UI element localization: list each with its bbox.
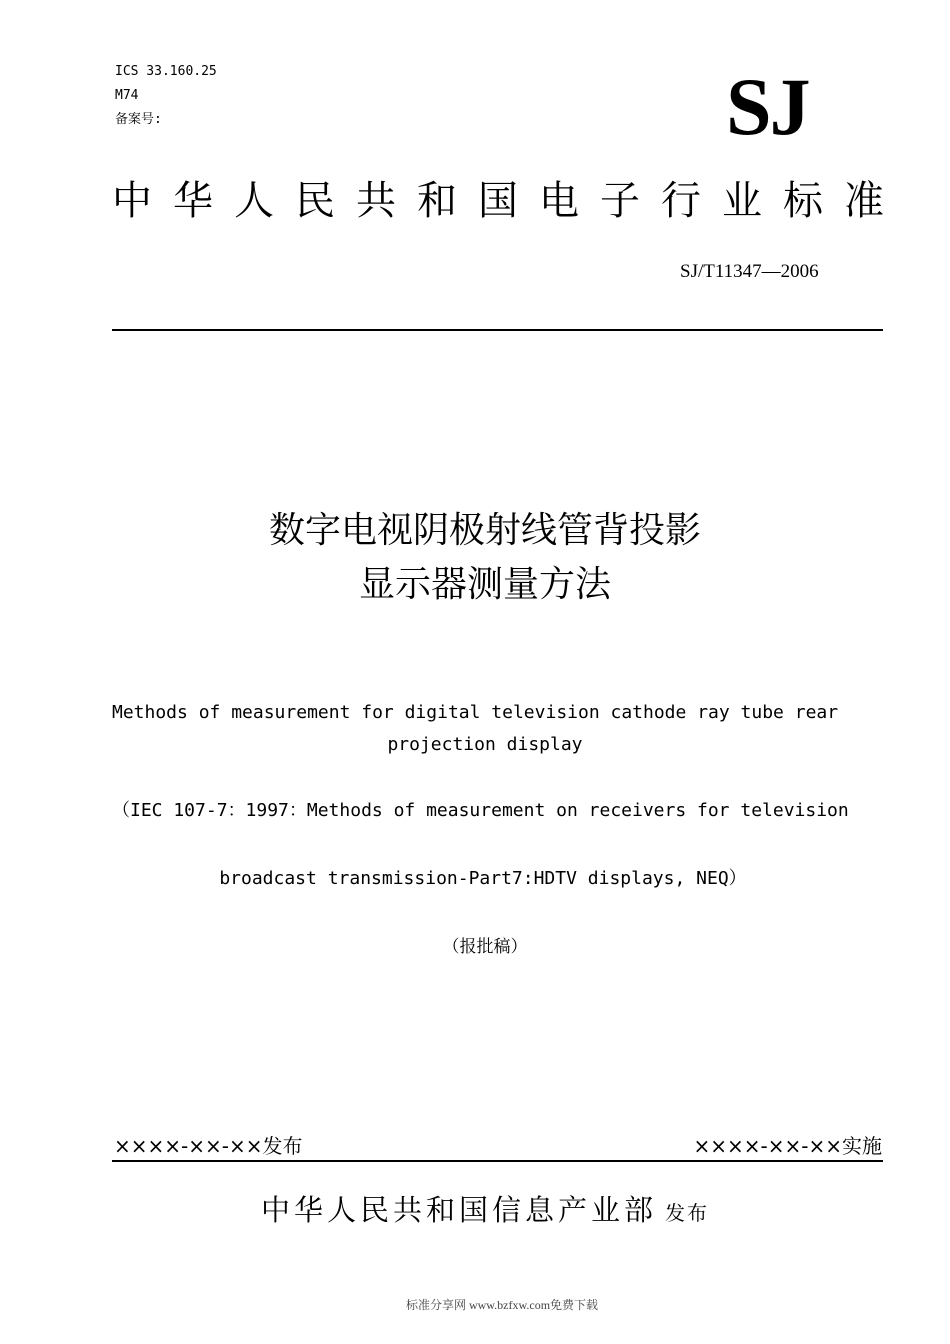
standard-title-char: 电 <box>539 178 579 224</box>
publisher-suffix: 发布 <box>665 1201 709 1225</box>
adoption-note-line1: （IEC 107-7：1997：Methods of measurement on receivers for television <box>112 800 849 821</box>
standard-title-char: 人 <box>234 178 274 224</box>
record-number-label: 备案号: <box>115 112 162 127</box>
standard-title-char: 中 <box>112 178 152 224</box>
standard-title-char: 子 <box>600 178 640 224</box>
publisher <box>0 1190 950 1230</box>
standard-title-char: 行 <box>661 178 701 224</box>
standard-title-char: 标 <box>783 178 823 224</box>
implementation-date: ××××-××-××实施 <box>693 1134 882 1158</box>
standard-title-char: 和 <box>417 178 457 224</box>
header-divider <box>112 329 883 331</box>
footer-divider <box>112 1160 883 1162</box>
standard-title-char: 准 <box>844 178 884 224</box>
document-title-en-line2: projection display <box>387 734 583 755</box>
standard-title-char: 华 <box>173 178 213 224</box>
standard-title-char: 民 <box>295 178 335 224</box>
standard-code: SJ/T11347—2006 <box>680 261 819 282</box>
standard-title-char: 国 <box>478 178 518 224</box>
issue-date: ××××-××-××发布 <box>114 1134 303 1158</box>
standard-title-char: 业 <box>722 178 762 224</box>
adoption-note-line2: broadcast transmission-Part7:HDTV displays, NEQ） <box>219 868 747 889</box>
document-title-en-line1: Methods of measurement for digital television cathode ray tube rear <box>112 702 839 723</box>
draft-status: （报批稿） <box>442 937 528 957</box>
standard-title-char: 共 <box>356 178 396 224</box>
classification-code: M74 <box>115 88 139 103</box>
standard-category-title <box>112 175 884 227</box>
download-watermark: 标准分享网 www.bzfxw.com免费下载 <box>405 1298 599 1312</box>
publisher-name: 中华人民共和国信息产业部 <box>260 1193 657 1227</box>
document-title-cn-line2: 显示器测量方法 <box>358 564 611 605</box>
sj-logo: SJ <box>726 61 809 152</box>
document-title-cn-line1: 数字电视阴极射线管背投影 <box>268 510 701 551</box>
ics-code: ICS 33.160.25 <box>115 64 217 79</box>
